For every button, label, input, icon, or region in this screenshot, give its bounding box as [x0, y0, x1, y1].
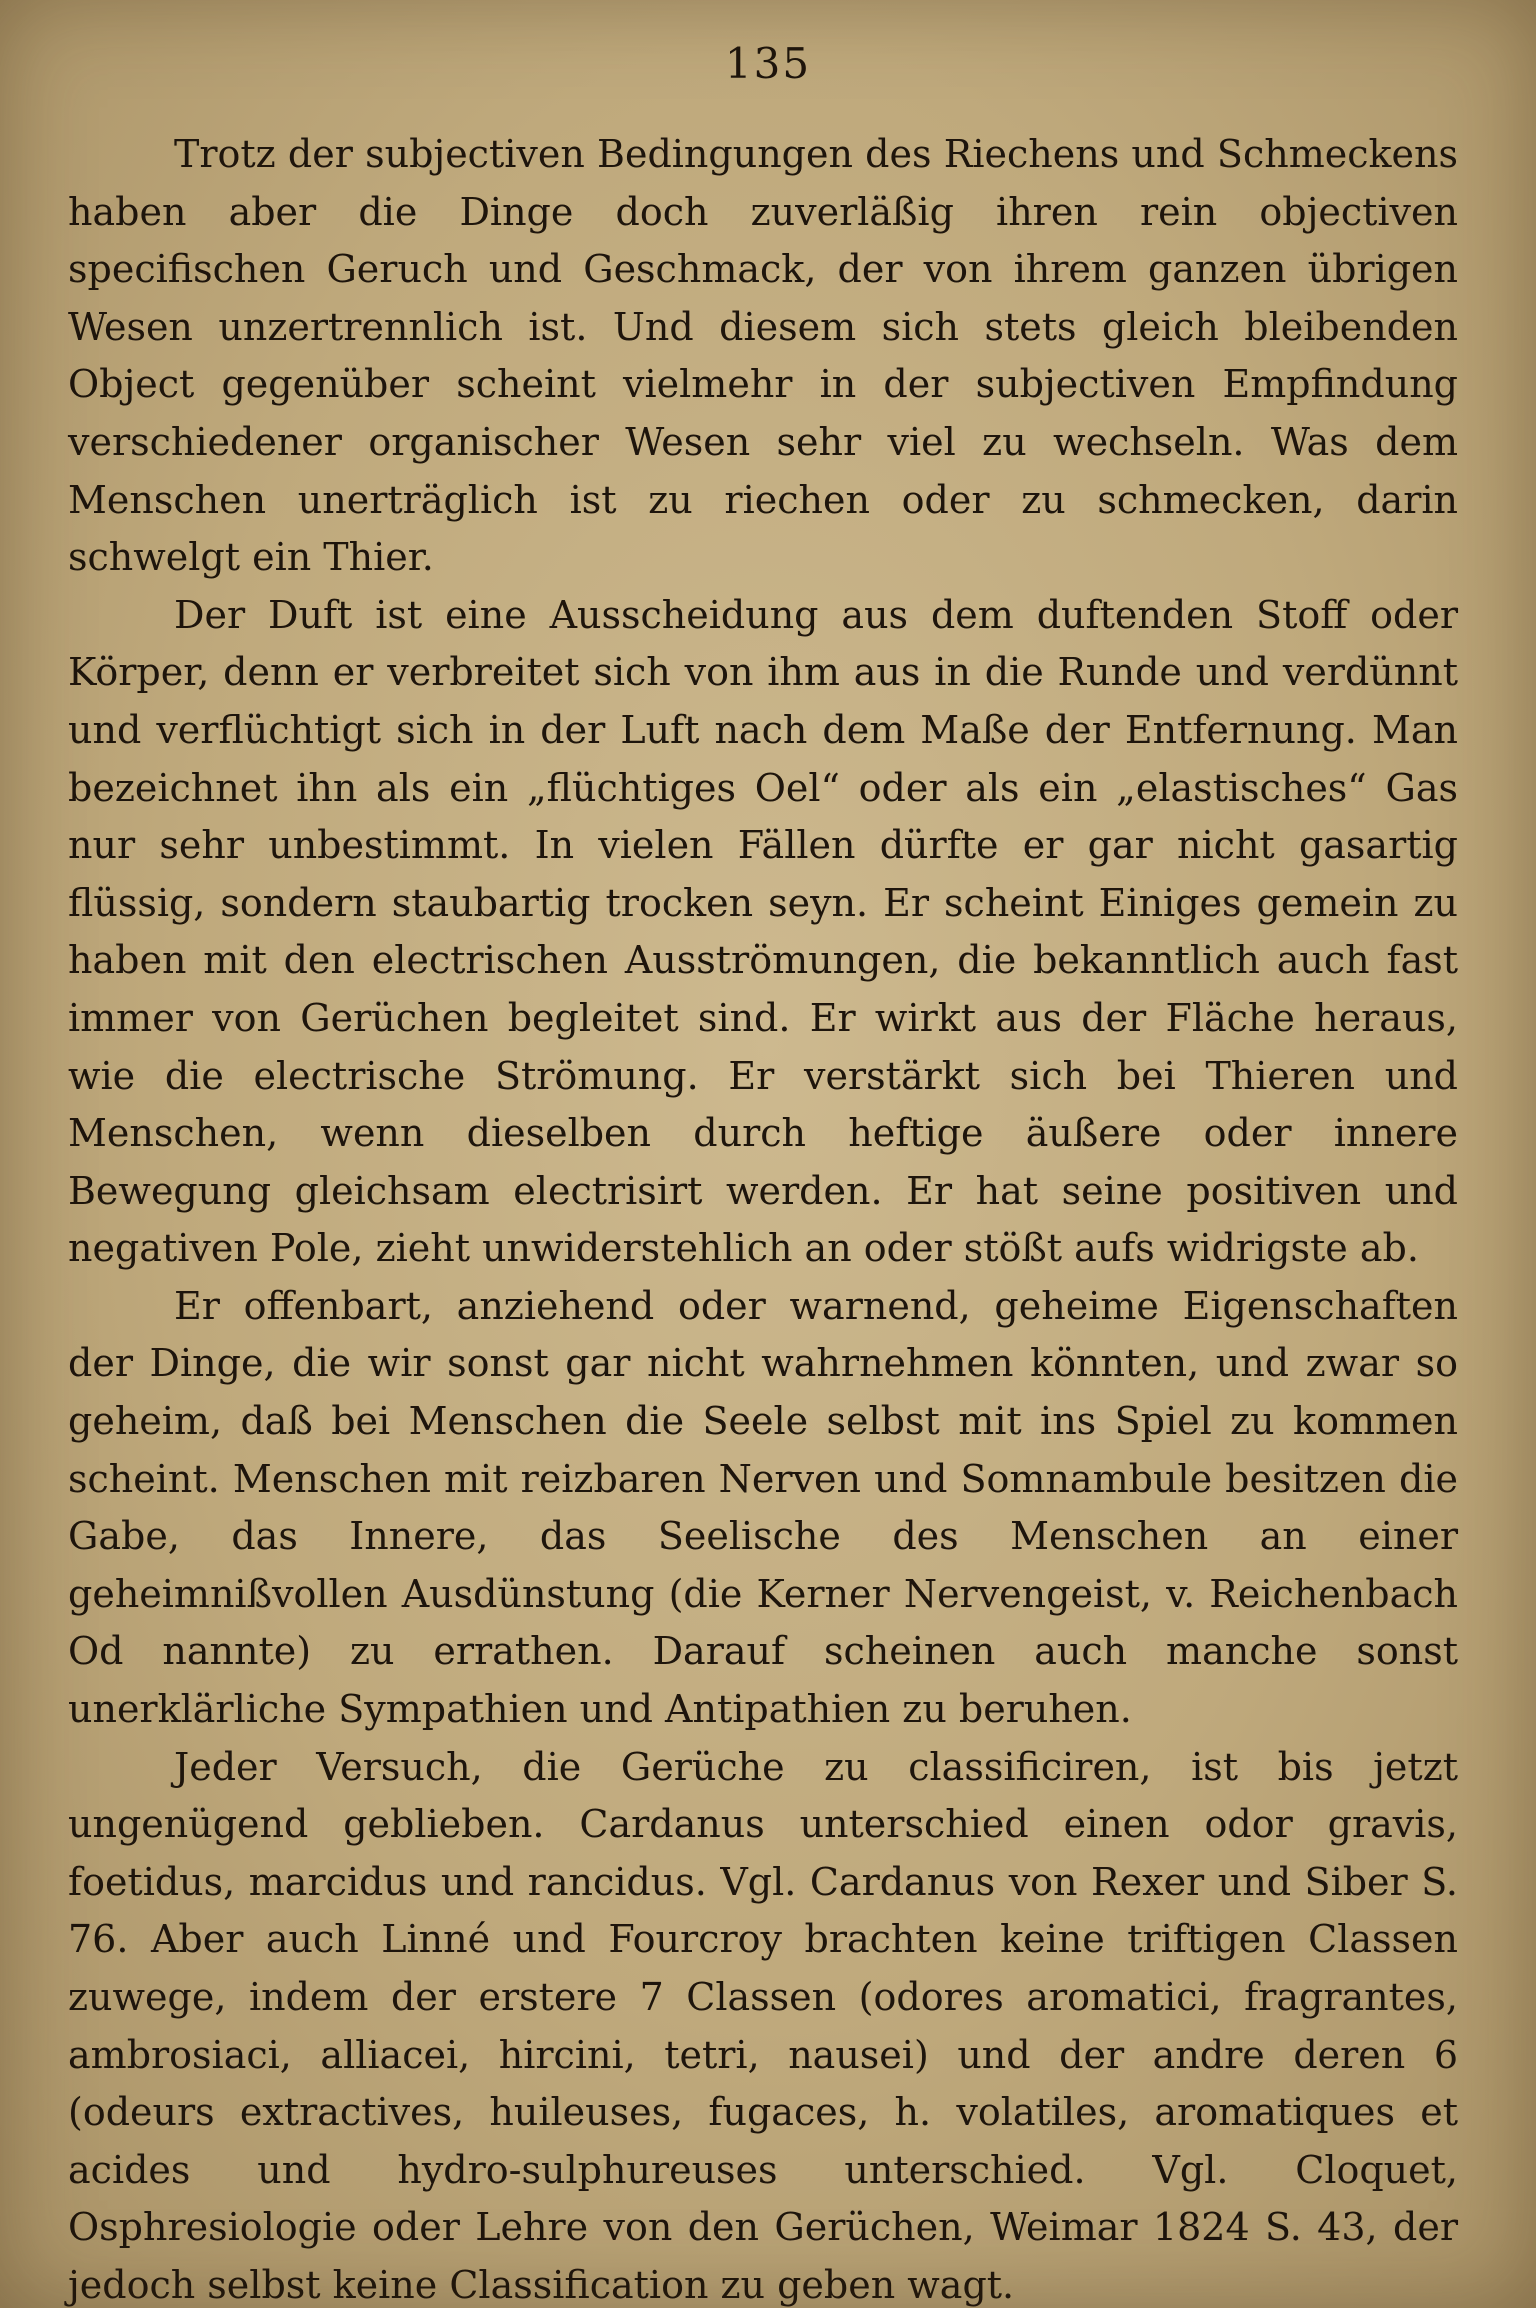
paragraph: Er offenbart, anziehend oder warnend, geheime Eigenschaften der Dinge, die wir sonst gar nicht wahrnehmen könnten, und zwar so geheim, daß bei Menschen die Seele selbst mit ins Spiel zu kommen scheint. Menschen mit reizbaren Nerven und Somnambule besitzen die Gabe, das Innere, das Seelische des Menschen an einer geheimnißvollen Ausdünstung (die Kerner Nervengeist, v. Reichenbach Od nannte) zu errathen. Darauf scheinen auch manche sonst unerklärliche Sympathien und Antipathien zu beruhen.: [68, 1283, 1458, 1732]
paragraph: Der Duft ist eine Ausscheidung aus dem duftenden Stoff oder Körper, denn er verbreitet sich von ihm aus in die Runde und verdünnt und verflüchtigt sich in der Luft nach dem Maße der Entfernung. Man bezeichnet ihn als ein „flüchtiges Oel“ oder als ein „elastisches“ Gas nur sehr unbestimmt. In vielen Fällen dürfte er gar nicht gasartig flüssig, sondern staubartig trocken seyn. Er scheint Einiges gemein zu haben mit den electrischen Ausströmungen, die bekanntlich auch fast immer von Gerüchen begleitet sind. Er wirkt aus der Fläche heraus, wie die electrische Strömung. Er verstärkt sich bei Thieren und Menschen, wenn dieselben durch heftige äußere oder innere Bewegung gleichsam electrisirt werden. Er hat seine positiven und negativen Pole, zieht unwiderstehlich an oder stößt aufs widrigste ab.: [68, 592, 1458, 1271]
body-text: [68, 126, 1458, 2308]
page-number: 135: [724, 39, 812, 88]
paragraph: Jeder Versuch, die Gerüche zu classificiren, ist bis jetzt ungenügend geblieben. Cardanus unterschied einen odor gravis, foetidus, marcidus und rancidus. Vgl. Cardanus von Rexer und Siber S. 76. Aber auch Linné und Fourcroy brachten keine triftigen Classen zuwege, indem der erstere 7 Classen (odores aromatici, fragrantes, ambrosiaci, alliacei, hircini, tetri, nausei) und der andre deren 6 (odeurs extractives, huileuses, fugaces, h. volatiles, aromatiques et acides und hydro-sulphureuses unterschied. Vgl. Cloquet, Osphresiologie oder Lehre von den Gerüchen, Weimar 1824 S. 43, der jedoch selbst keine Classification zu geben wagt.: [68, 1744, 1458, 2307]
paragraph: Trotz der subjectiven Bedingungen des Riechens und Schmeckens haben aber die Dinge doch zuverläßig ihren rein objectiven specifischen Geruch und Geschmack, der von ihrem ganzen übrigen Wesen unzertrennlich ist. Und diesem sich stets gleich bleibenden Object gegenüber scheint vielmehr in der subjectiven Empfindung verschiedener organischer Wesen sehr viel zu wechseln. Was dem Menschen unerträglich ist zu riechen oder zu schmecken, darin schwelgt ein Thier.: [68, 132, 1458, 580]
